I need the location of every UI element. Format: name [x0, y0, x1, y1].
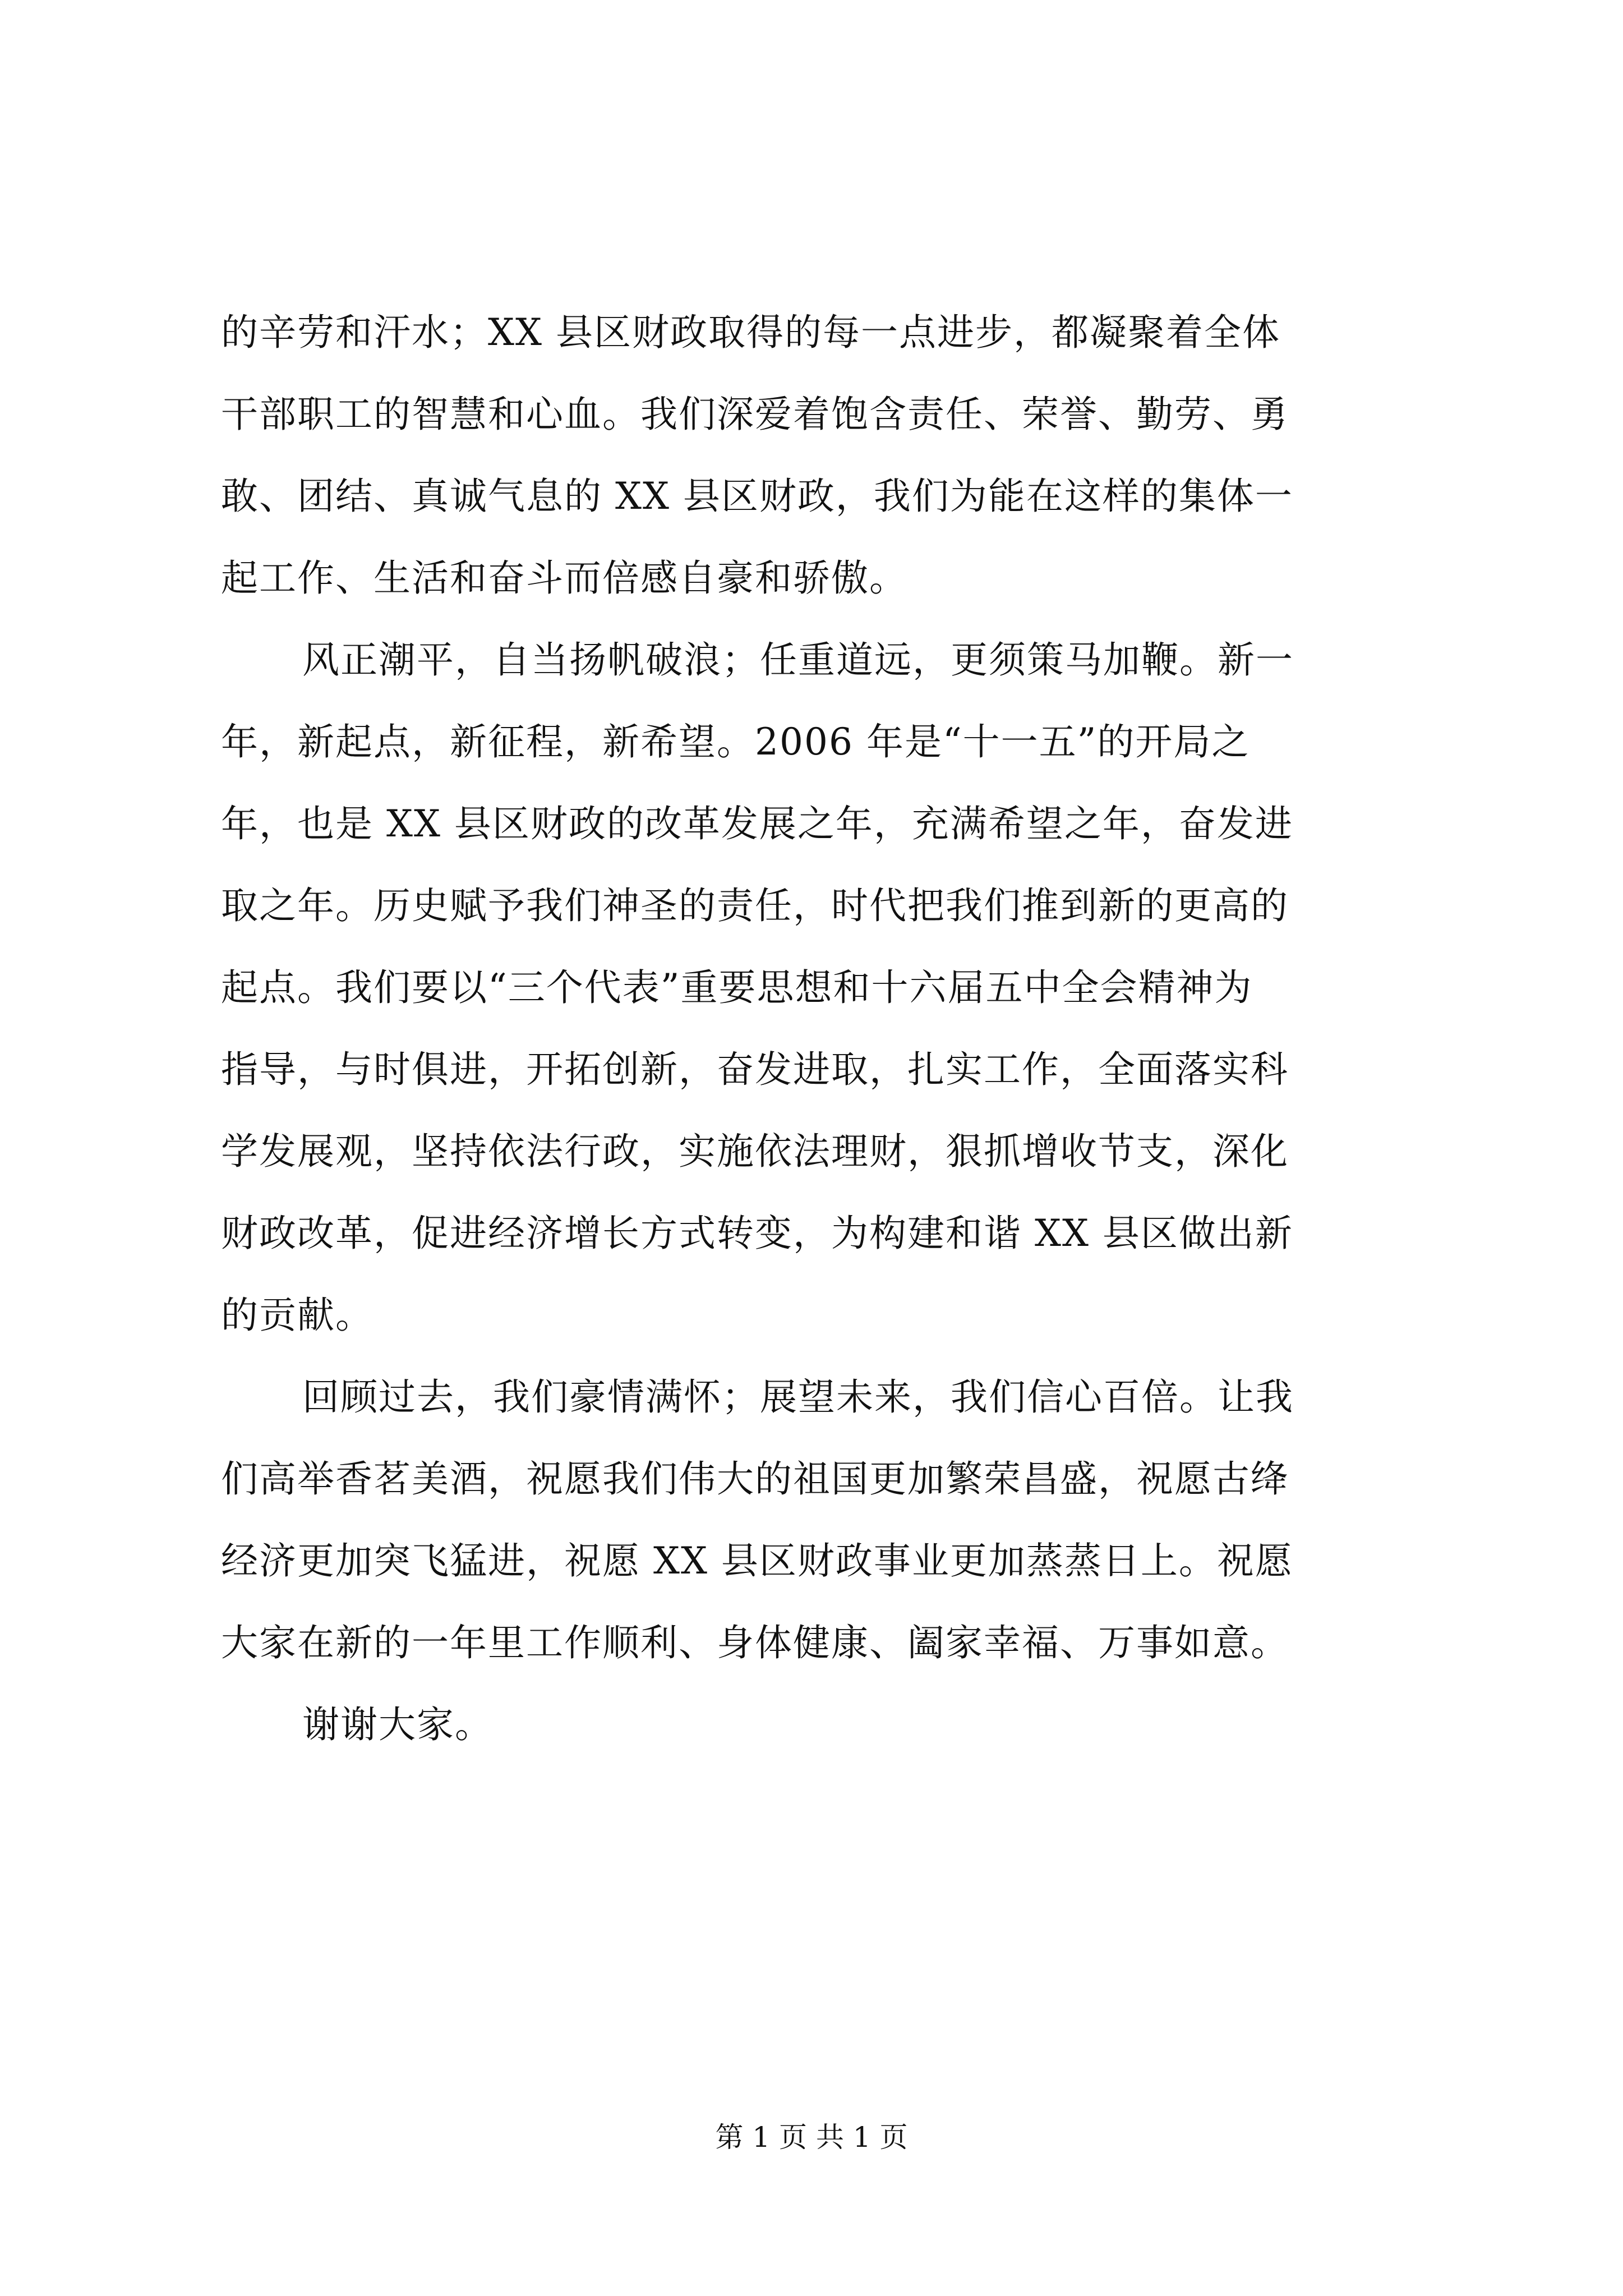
text-line: 指导，与时俱进，开拓创新，奋发进取，扎实工作，全面落实科 — [221, 1048, 1289, 1091]
text-line: 大家在新的一年里工作顺利、身体健康、阖家幸福、万事如意。 — [221, 1621, 1289, 1664]
text-line: 敢、团结、真诚气息的 XX 县区财政，我们为能在这样的集体一 — [221, 475, 1293, 518]
text-line: 们高举香茗美酒，祝愿我们伟大的祖国更加繁荣昌盛，祝愿古绛 — [221, 1457, 1289, 1501]
text-line: 起点。我们要以“三个代表”重要思想和十六届五中全会精神为 — [221, 966, 1253, 1009]
text-line: 财政改革，促进经济增长方式转变，为构建和谐 XX 县区做出新 — [221, 1212, 1293, 1255]
paragraph-start-line: 回顾过去，我们豪情满怀；展望未来，我们信心百倍。让我 — [302, 1375, 1294, 1419]
text-line: 学发展观，坚持依法行政，实施依法理财，狠抓增收节支，深化 — [221, 1130, 1289, 1173]
text-line: 的贡献。 — [221, 1294, 374, 1337]
text-line: 起工作、生活和奋斗而倍感自豪和骄傲。 — [221, 556, 907, 600]
closing-line: 谢谢大家。 — [302, 1703, 493, 1746]
text-line: 年，新起点，新征程，新希望。2006 年是“十一五”的开局之 — [221, 720, 1250, 763]
body-text — [221, 292, 1421, 1766]
text-line: 经济更加突飞猛进，祝愿 XX 县区财政事业更加蒸蒸日上。祝愿 — [221, 1539, 1293, 1582]
paragraph-start-line: 风正潮平，自当扬帆破浪；任重道远，更须策马加鞭。新一 — [302, 638, 1294, 682]
page-footer: 第 1 页 共 1 页 — [715, 2121, 908, 2154]
text-line: 干部职工的智慧和心血。我们深爱着饱含责任、荣誉、勤劳、勇 — [221, 393, 1289, 436]
text-line: 的辛劳和汗水；XX 县区财政取得的每一点进步，都凝聚着全体 — [221, 311, 1280, 354]
text-line: 取之年。历史赋予我们神圣的责任，时代把我们推到新的更高的 — [221, 884, 1289, 927]
text-line: 年，也是 XX 县区财政的改革发展之年，充满希望之年，奋发进 — [221, 802, 1293, 845]
